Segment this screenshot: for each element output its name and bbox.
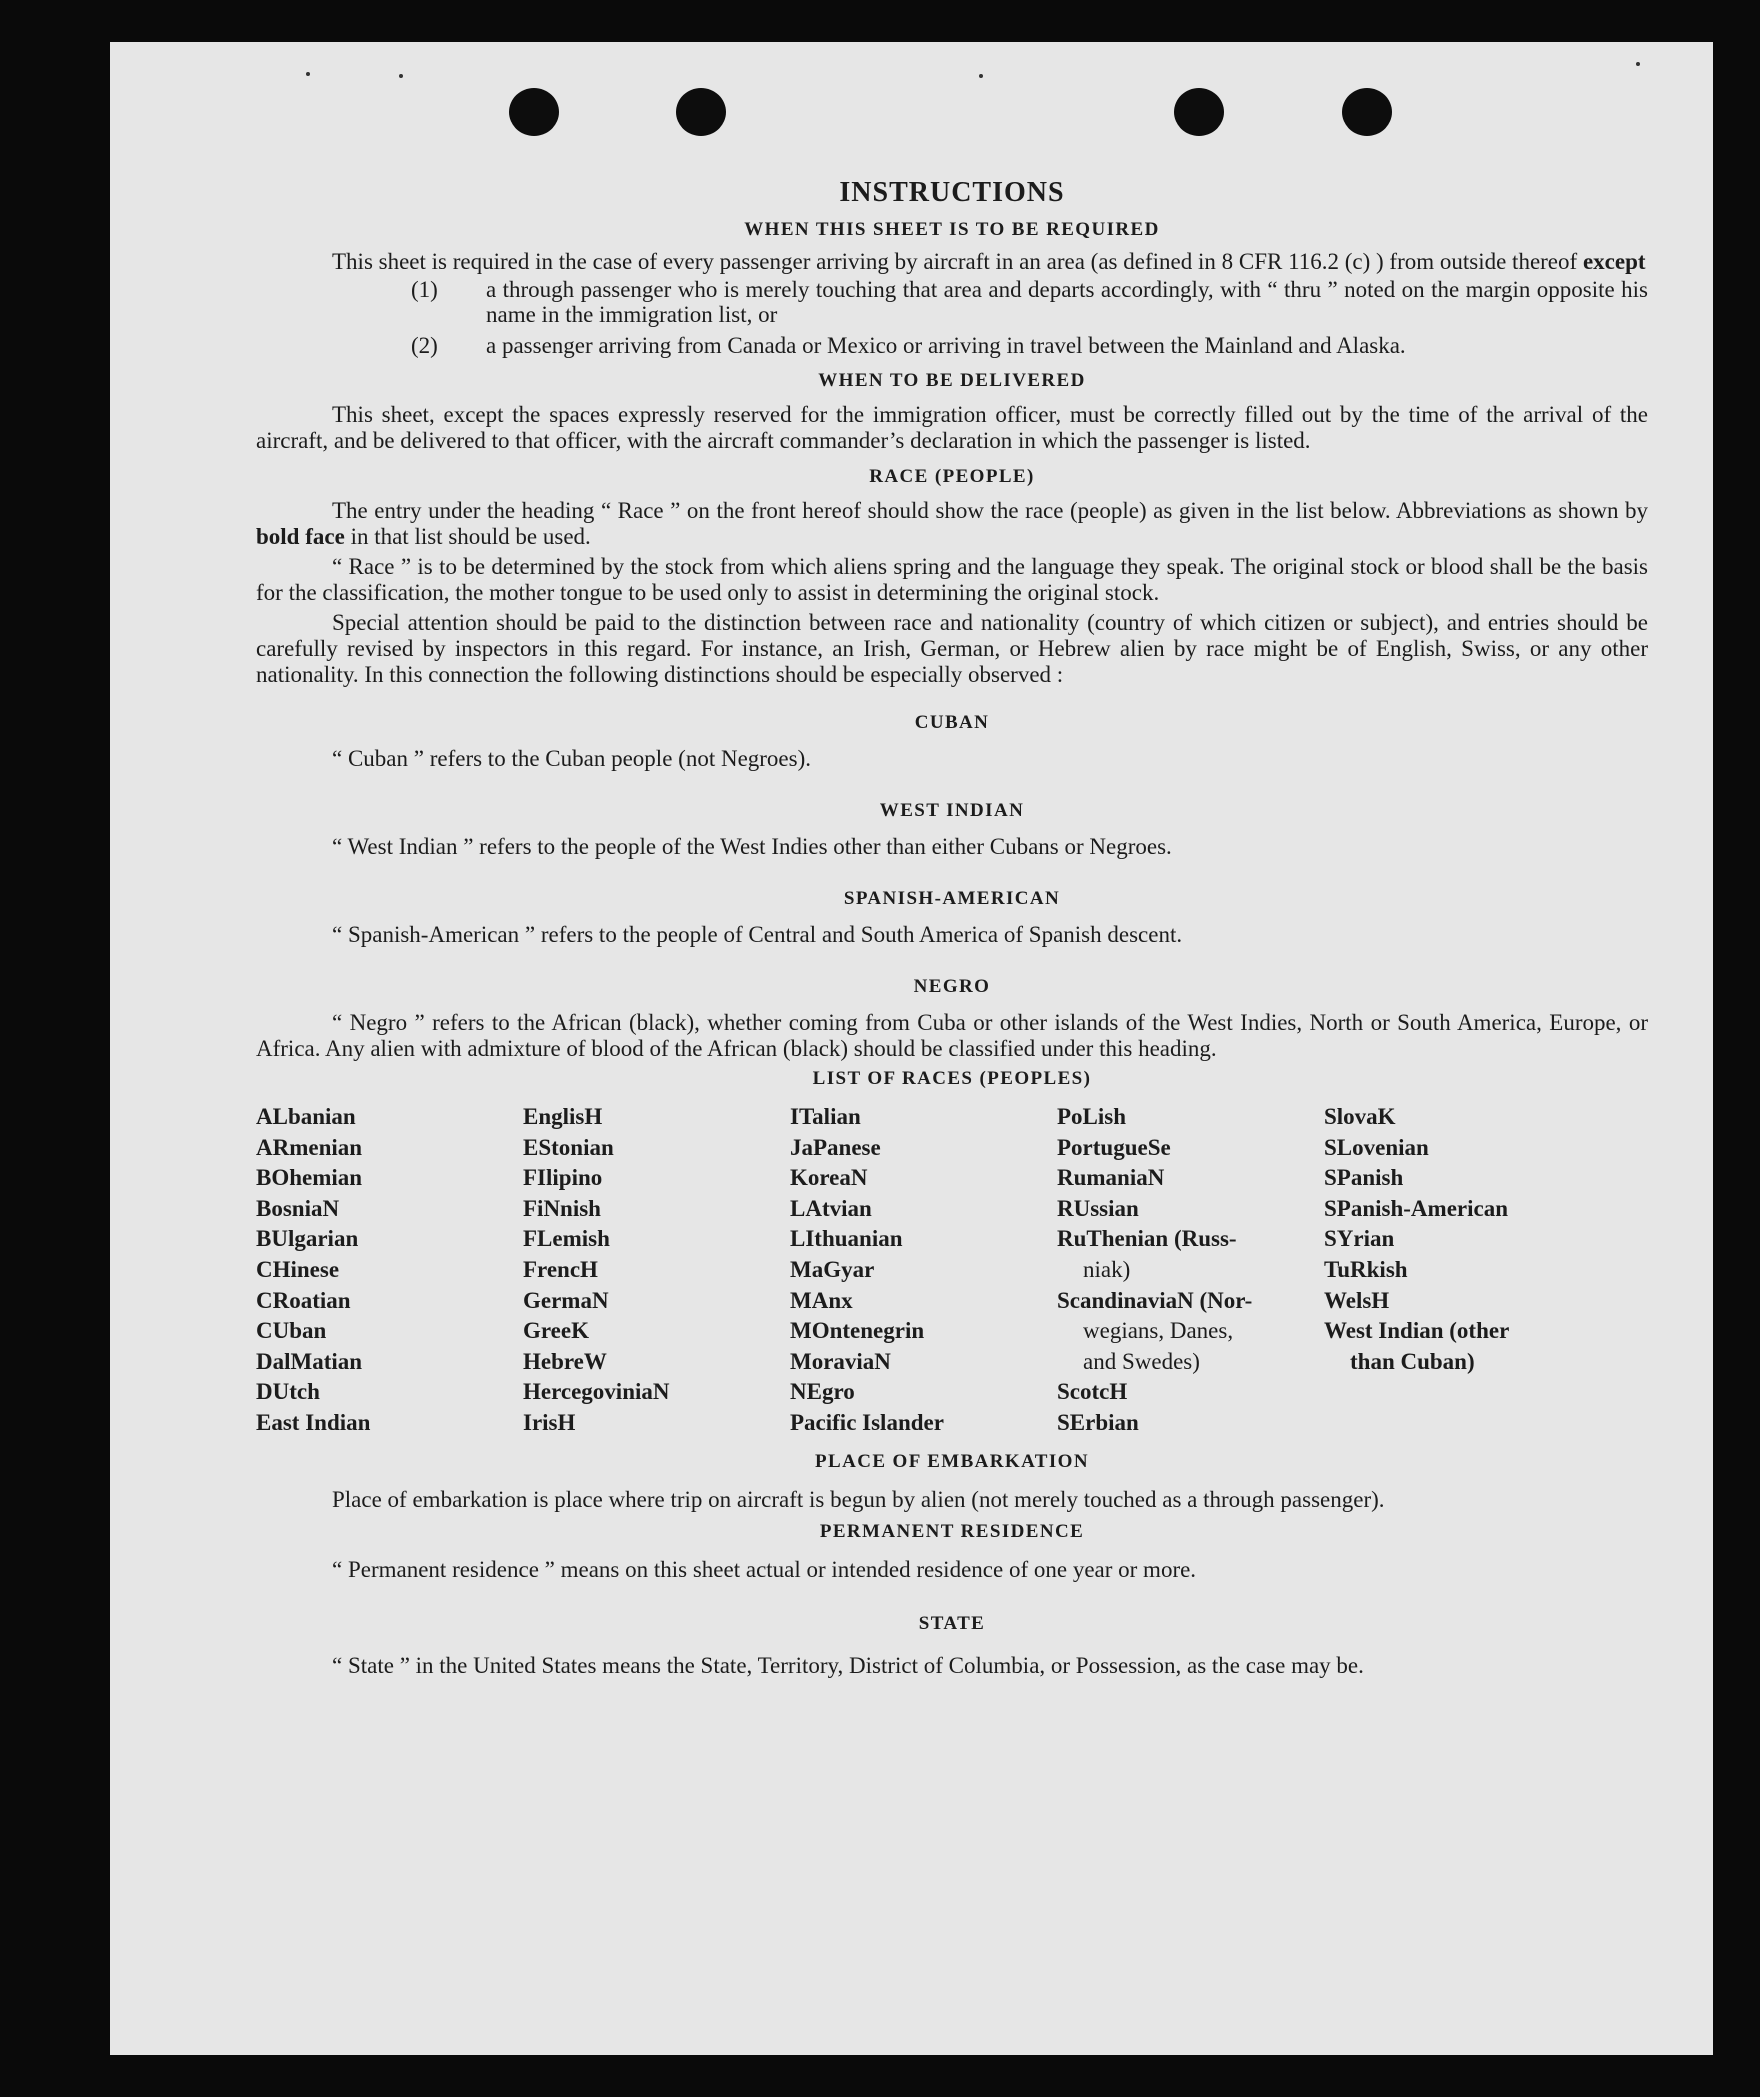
races-column-4-group	[1057, 1102, 1324, 1224]
race-entry: SYrian	[1324, 1226, 1395, 1252]
punch-hole-1	[509, 88, 559, 136]
race-entry: RumaniaN	[1057, 1165, 1165, 1191]
race-entry: FiNnish	[523, 1195, 601, 1221]
page-title: INSTRUCTIONS	[839, 177, 1065, 208]
section-heading-negro: NEGRO	[913, 976, 991, 997]
race-entry: BosniaN	[256, 1195, 340, 1221]
race-entry: FIlipino	[523, 1165, 603, 1191]
race-entry-text: RuThenian (Russ-	[1057, 1226, 1237, 1252]
race-entry: RUssian	[1057, 1195, 1139, 1221]
spanish-american-text: “ Spanish-American ” refers to the people of Central and South America of Spanish descent.	[332, 922, 1183, 947]
speck	[1636, 62, 1640, 66]
races-column-4-group	[1057, 1377, 1324, 1438]
race-entry: JaPanese	[790, 1134, 881, 1160]
item-text: a passenger arriving from Canada or Mexico or arriving in travel between the Mainland and Alaska.	[486, 333, 1406, 358]
exception-item-2	[256, 333, 1648, 358]
speck	[306, 72, 310, 76]
cuban-text: “ Cuban ” refers to the Cuban people (not Negroes).	[332, 746, 812, 771]
race-entry: HercegoviniaN	[523, 1379, 670, 1405]
race-entry: DalMatian	[256, 1348, 363, 1374]
races-column-4	[1057, 1102, 1324, 1439]
race-p1-text-a: The entry under the heading “ Race ” on the front hereof should show the race (people) as given in the list below. Abbreviations as shown by	[332, 498, 1648, 523]
races-column-5	[1324, 1102, 1591, 1439]
race-entry: ITalian	[790, 1104, 861, 1129]
race-entry: GreeK	[523, 1318, 589, 1344]
race-entry: SPanish-American	[1324, 1195, 1508, 1221]
section-heading-west-indian: WEST INDIAN	[879, 800, 1025, 821]
race-entry: West Indian (other	[1324, 1318, 1510, 1344]
section-heading-residence: PERMANENT RESIDENCE	[819, 1520, 1085, 1542]
race-entry: SPanish	[1324, 1165, 1404, 1191]
race-entry: MAnx	[790, 1287, 853, 1313]
item-number: (1)	[411, 277, 438, 302]
race-entry: KoreaN	[790, 1165, 868, 1191]
section-heading-cuban: CUBAN	[914, 712, 990, 733]
race-entry: SlovaK	[1324, 1104, 1396, 1129]
item-number: (2)	[411, 333, 438, 358]
race-entry: EnglisH	[523, 1104, 603, 1129]
races-column-5-group	[1324, 1102, 1591, 1316]
document-sheet	[110, 42, 1713, 2055]
race-entry: CRoatian	[256, 1287, 351, 1313]
speck	[399, 74, 403, 78]
instructions-content	[256, 177, 1648, 1683]
race-entry: PortugueSe	[1057, 1134, 1171, 1160]
section-heading-delivered: WHEN TO BE DELIVERED	[818, 370, 1086, 391]
embarkation-text: Place of embarkation is place where trip on aircraft is begun by alien (not merely touched as a through passenger).	[332, 1486, 1385, 1512]
race-entry: MOntenegrin	[790, 1318, 925, 1344]
race-entry: MaGyar	[790, 1256, 875, 1282]
section-heading-required: WHEN THIS SHEET IS TO BE REQUIRED	[744, 219, 1160, 240]
race-entry: SErbian	[1057, 1409, 1139, 1435]
race-entry: LAtvian	[790, 1195, 872, 1221]
race-entry: FLemish	[523, 1226, 610, 1252]
required-intro-text: This sheet is required in the case of every passenger arriving by aircraft in an area (as defined in 8 CFR 116.2 (c) ) from outside thereof	[332, 249, 1578, 274]
race-entry: FrencH	[523, 1256, 598, 1282]
race-entry: East Indian	[256, 1409, 371, 1435]
section-heading-state: STATE	[918, 1612, 986, 1634]
item-text: a through passenger who is merely touching that area and departs accordingly, with “ thru ” noted on the margin opposite his name in the immigration list, or	[486, 277, 1648, 327]
race-entry: IrisH	[523, 1409, 576, 1435]
residence-text: “ Permanent residence ” means on this sheet actual or intended residence of one year or more.	[332, 1556, 1197, 1582]
race-entry-continuation: than Cuban)	[1350, 1348, 1475, 1374]
race-entry: PoLish	[1057, 1104, 1127, 1129]
races-table	[256, 1102, 1648, 1439]
required-intro	[256, 249, 1648, 275]
state-text: “ State ” in the United States means the State, Territory, District of Columbia, or Possession, as the case may be.	[332, 1652, 1364, 1678]
speck	[979, 74, 983, 78]
race-entry: ScotcH	[1057, 1379, 1128, 1405]
race-entry: HebreW	[523, 1348, 607, 1374]
races-column-2	[523, 1102, 790, 1439]
race-entry: SLovenian	[1324, 1134, 1429, 1160]
race-entry: LIthuanian	[790, 1226, 903, 1252]
section-heading-spanish-american: SPANISH-AMERICAN	[843, 888, 1061, 909]
negro-text: “ Negro ” refers to the African (black), whether coming from Cuba or other islands of the West Indies, North or South America, Europe, or Africa. Any alien with admixture of blood of the African (black) should be classified under this heading.	[256, 1010, 1648, 1061]
race-entry: CHinese	[256, 1256, 340, 1282]
race-entry: WelsH	[1324, 1287, 1390, 1313]
section-heading-race: RACE (PEOPLE)	[869, 466, 1035, 487]
races-column-3	[790, 1102, 1057, 1439]
west-indian-text: “ West Indian ” refers to the people of the West Indies other than either Cubans or Negroes.	[332, 834, 1172, 859]
race-entry-continuation: and Swedes)	[1083, 1348, 1200, 1374]
race-entry: NEgro	[790, 1379, 855, 1405]
race-entry-continuation: niak)	[1083, 1256, 1131, 1282]
race-paragraph-2: “ Race ” is to be determined by the stock from which aliens spring and the language they speak. The original stock or blood shall be the basis for the classification, the mother tongue to be used only to assist in determining the original stock.	[256, 554, 1648, 605]
race-entry: CUban	[256, 1318, 327, 1344]
bold-face-term: bold face	[256, 524, 345, 549]
races-column-1	[256, 1102, 523, 1439]
race-entry: DUtch	[256, 1379, 320, 1405]
race-entry: BUlgarian	[256, 1226, 359, 1252]
race-entry: Pacific Islander	[790, 1409, 944, 1435]
race-entry: GermaN	[523, 1287, 609, 1313]
race-entry: ALbanian	[256, 1104, 356, 1129]
punch-hole-3	[1174, 88, 1224, 136]
race-paragraph-1	[256, 498, 1648, 550]
race-entry: ARmenian	[256, 1134, 363, 1160]
race-entry: EStonian	[523, 1134, 614, 1160]
race-p1-text-b: in that list should be used.	[350, 524, 591, 549]
race-entry: MoraviaN	[790, 1348, 891, 1374]
race-entry: TuRkish	[1324, 1256, 1408, 1282]
punch-hole-4	[1342, 88, 1392, 136]
race-paragraph-3: Special attention should be paid to the distinction between race and nationality (country of which citizen or subject), and entries should be carefully revised by inspectors in this regard. For instance, an Irish, German, or Hebrew alien by race might be of English, Swiss, or any other nationality. In this connection the following distinctions should be especially observed :	[256, 610, 1648, 687]
race-entry: BOhemian	[256, 1165, 363, 1191]
section-heading-races-list: LIST OF RACES (PEOPLES)	[812, 1068, 1092, 1089]
exception-item-1	[256, 277, 1648, 327]
race-entry-continuation: wegians, Danes,	[1083, 1318, 1234, 1344]
race-entry: ScandinaviaN (Nor-	[1057, 1287, 1253, 1313]
except-word: except	[1582, 249, 1646, 274]
section-heading-embarkation: PLACE OF EMBARKATION	[815, 1450, 1089, 1472]
delivered-text: This sheet, except the spaces expressly reserved for the immigration officer, must be correctly filled out by the time of the arrival of the aircraft, and be delivered to that officer, with the aircraft commander’s declaration in which the passenger is listed.	[256, 402, 1648, 453]
race-entry	[1057, 1224, 1324, 1255]
punch-hole-2	[676, 88, 726, 136]
